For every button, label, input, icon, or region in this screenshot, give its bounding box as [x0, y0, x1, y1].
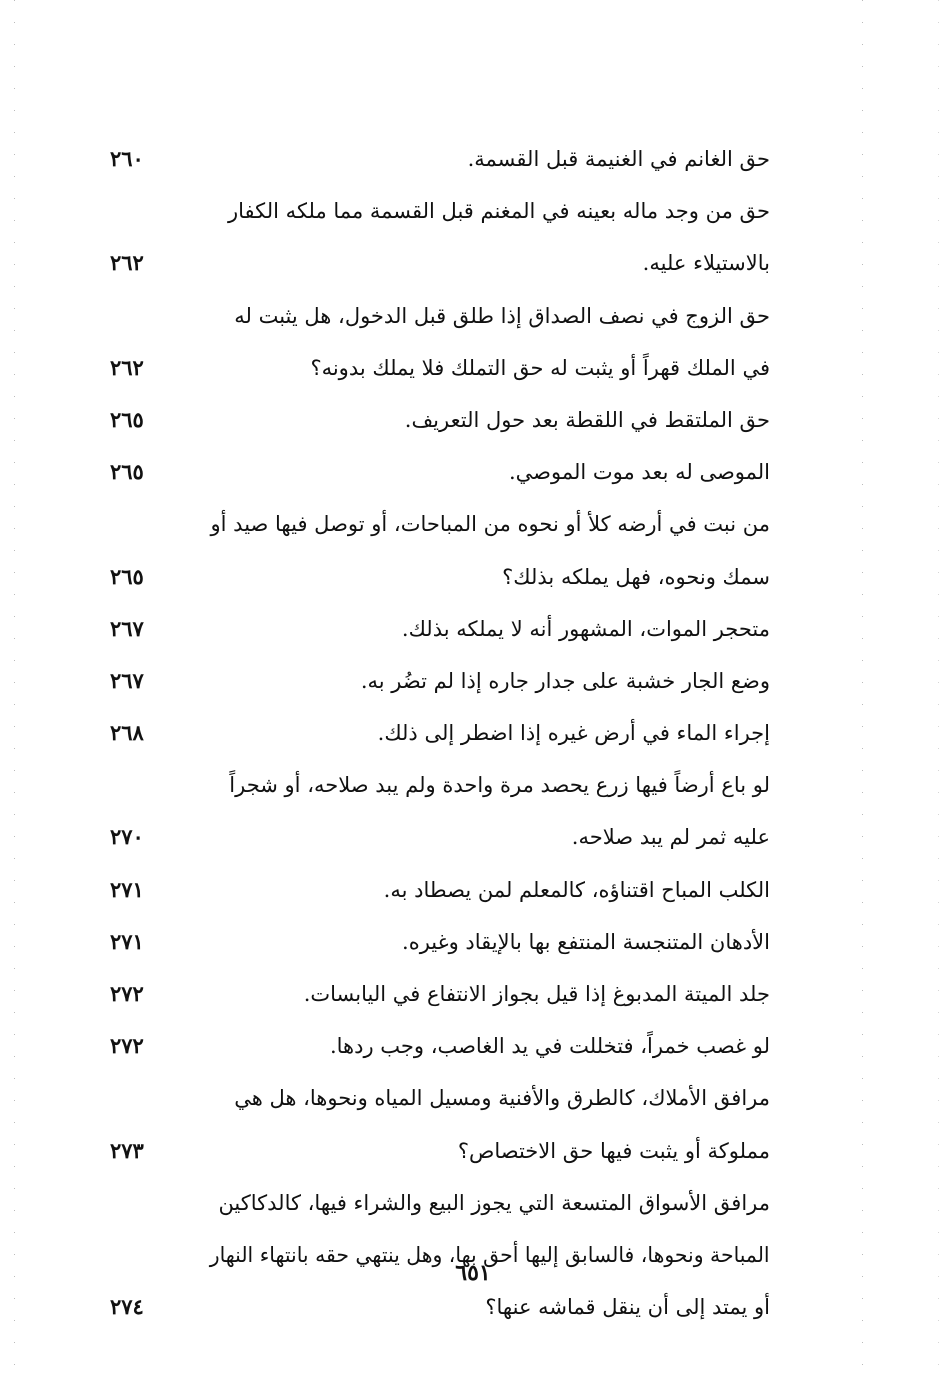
index-entry — [110, 498, 770, 602]
entry-line — [110, 759, 770, 811]
index-entry — [110, 394, 770, 446]
entry-text: حق الغانم في الغنيمة قبل القسمة. — [467, 147, 770, 171]
scan-edge-left — [14, 0, 15, 1374]
entry-text: حق الزوج في نصف الصداق إذا طلق قبل الدخول، هل يثبت له — [234, 303, 770, 328]
entry-line — [110, 1125, 770, 1177]
entry-page-number: ٢٦٥ — [110, 563, 144, 589]
entry-page-number: ٢٦٨ — [110, 720, 144, 746]
entry-page-number: ٢٧٢ — [110, 1033, 144, 1059]
entry-page-number: ٢٧٢ — [110, 981, 144, 1006]
entry-text: وضع الجار خشبة على جدار جاره إذا لم تضُر به. — [360, 668, 770, 693]
index-entry — [110, 916, 770, 968]
entry-line — [110, 655, 770, 707]
entry-text: متحجر الموات، المشهور أنه لا يملكه بذلك. — [401, 616, 770, 641]
entry-text: جلد الميتة المدبوغ إذا قيل بجواز الانتفاع في اليابسات. — [303, 982, 770, 1006]
entry-text: الأدهان المتنجسة المنتفع بها بالإيقاد وغيره. — [402, 929, 770, 954]
entry-page-number: ٢٦٥ — [110, 459, 144, 485]
index-list — [110, 133, 770, 1333]
entry-page-number: ٢٧٠ — [110, 824, 144, 850]
entry-text: سمك ونحوه، فهل يملكه بذلك؟ — [502, 564, 770, 589]
entry-line — [110, 916, 770, 968]
entry-line — [110, 551, 770, 603]
entry-text: حق الملتقط في اللقطة بعد حول التعريف. — [404, 407, 770, 432]
entry-text: من نبت في أرضه كلأ أو نحوه من المباحات، أو توصل فيها صيد أو — [210, 512, 770, 537]
index-entry — [110, 603, 770, 655]
entry-line — [110, 968, 770, 1020]
index-entry — [110, 1020, 770, 1072]
entry-page-number: ٢٧٣ — [110, 1137, 144, 1163]
index-entry — [110, 446, 770, 498]
entry-text: أو يمتد إلى أن ينقل قماشه عنها؟ — [485, 1295, 770, 1320]
entry-page-number: ٢٧١ — [110, 876, 144, 902]
entry-page-number: ٢٦٧ — [110, 615, 144, 641]
entry-line — [110, 498, 770, 550]
entry-line — [110, 133, 770, 185]
entry-text: في الملك قهراً أو يثبت له حق التملك فلا يملك بدونه؟ — [310, 355, 770, 380]
entry-line — [110, 1177, 770, 1229]
entry-line — [110, 1281, 770, 1333]
entry-page-number: ٢٦٢ — [110, 250, 144, 276]
entry-page-number: ٢٦٠ — [110, 146, 144, 171]
index-entry — [110, 968, 770, 1020]
entry-text: لو باع أرضاً فيها زرع يحصد مرة واحدة ولم يبد صلاحه، أو شجراً — [229, 773, 770, 798]
index-entry — [110, 864, 770, 916]
entry-text: مرافق الأسواق المتسعة التي يجوز البيع والشراء فيها، كالدكاكين — [218, 1190, 770, 1215]
entry-page-number: ٢٦٧ — [110, 667, 144, 693]
entry-text: عليه ثمر لم يبد صلاحه. — [571, 825, 770, 850]
scan-edge-far — [938, 0, 939, 1374]
page-number: ٦٥١ — [455, 1260, 491, 1286]
entry-line — [110, 1072, 770, 1124]
index-entry — [110, 1072, 770, 1176]
index-entry — [110, 1177, 770, 1334]
index-entry — [110, 185, 770, 289]
index-entry — [110, 759, 770, 863]
entry-line — [110, 290, 770, 342]
entry-line — [110, 394, 770, 446]
entry-text: المباحة ونحوها، فالسابق إليها أحق بها، وهل ينتهي حقه بانتهاء النهار — [210, 1242, 770, 1267]
entry-line — [110, 185, 770, 237]
entry-text: الكلب المباح اقتناؤه، كالمعلم لمن يصطاد به. — [383, 877, 770, 902]
entry-line — [110, 707, 770, 759]
entry-text: حق من وجد ماله بعينه في المغنم قبل القسمة مما ملكه الكفار — [228, 199, 770, 224]
entry-line — [110, 237, 770, 289]
entry-page-number: ٢٦٢ — [110, 354, 144, 380]
entry-text: الموصى له بعد موت الموصي. — [508, 460, 770, 485]
entry-text: إجراء الماء في أرض غيره إذا اضطر إلى ذلك. — [377, 721, 770, 746]
entry-text: مملوكة أو يثبت فيها حق الاختصاص؟ — [457, 1138, 770, 1163]
entry-page-number: ٢٧٤ — [110, 1294, 144, 1320]
entry-line — [110, 603, 770, 655]
entry-line — [110, 864, 770, 916]
entry-page-number: ٢٦٥ — [110, 406, 144, 432]
index-entry — [110, 290, 770, 394]
entry-line — [110, 342, 770, 394]
index-entry — [110, 655, 770, 707]
entry-line — [110, 1020, 770, 1072]
entry-line — [110, 811, 770, 863]
entry-text: بالاستيلاء عليه. — [642, 251, 770, 276]
entry-line — [110, 446, 770, 498]
entry-page-number: ٢٧١ — [110, 928, 144, 954]
entry-text: مرافق الأملاك، كالطرق والأفنية ومسيل المياه ونحوها، هل هي — [234, 1086, 770, 1111]
index-entry — [110, 133, 770, 185]
index-entry — [110, 707, 770, 759]
scan-edge-right — [862, 0, 863, 1374]
entry-text: لو غصب خمراً، فتخللت في يد الغاصب، وجب ردها. — [329, 1034, 770, 1059]
